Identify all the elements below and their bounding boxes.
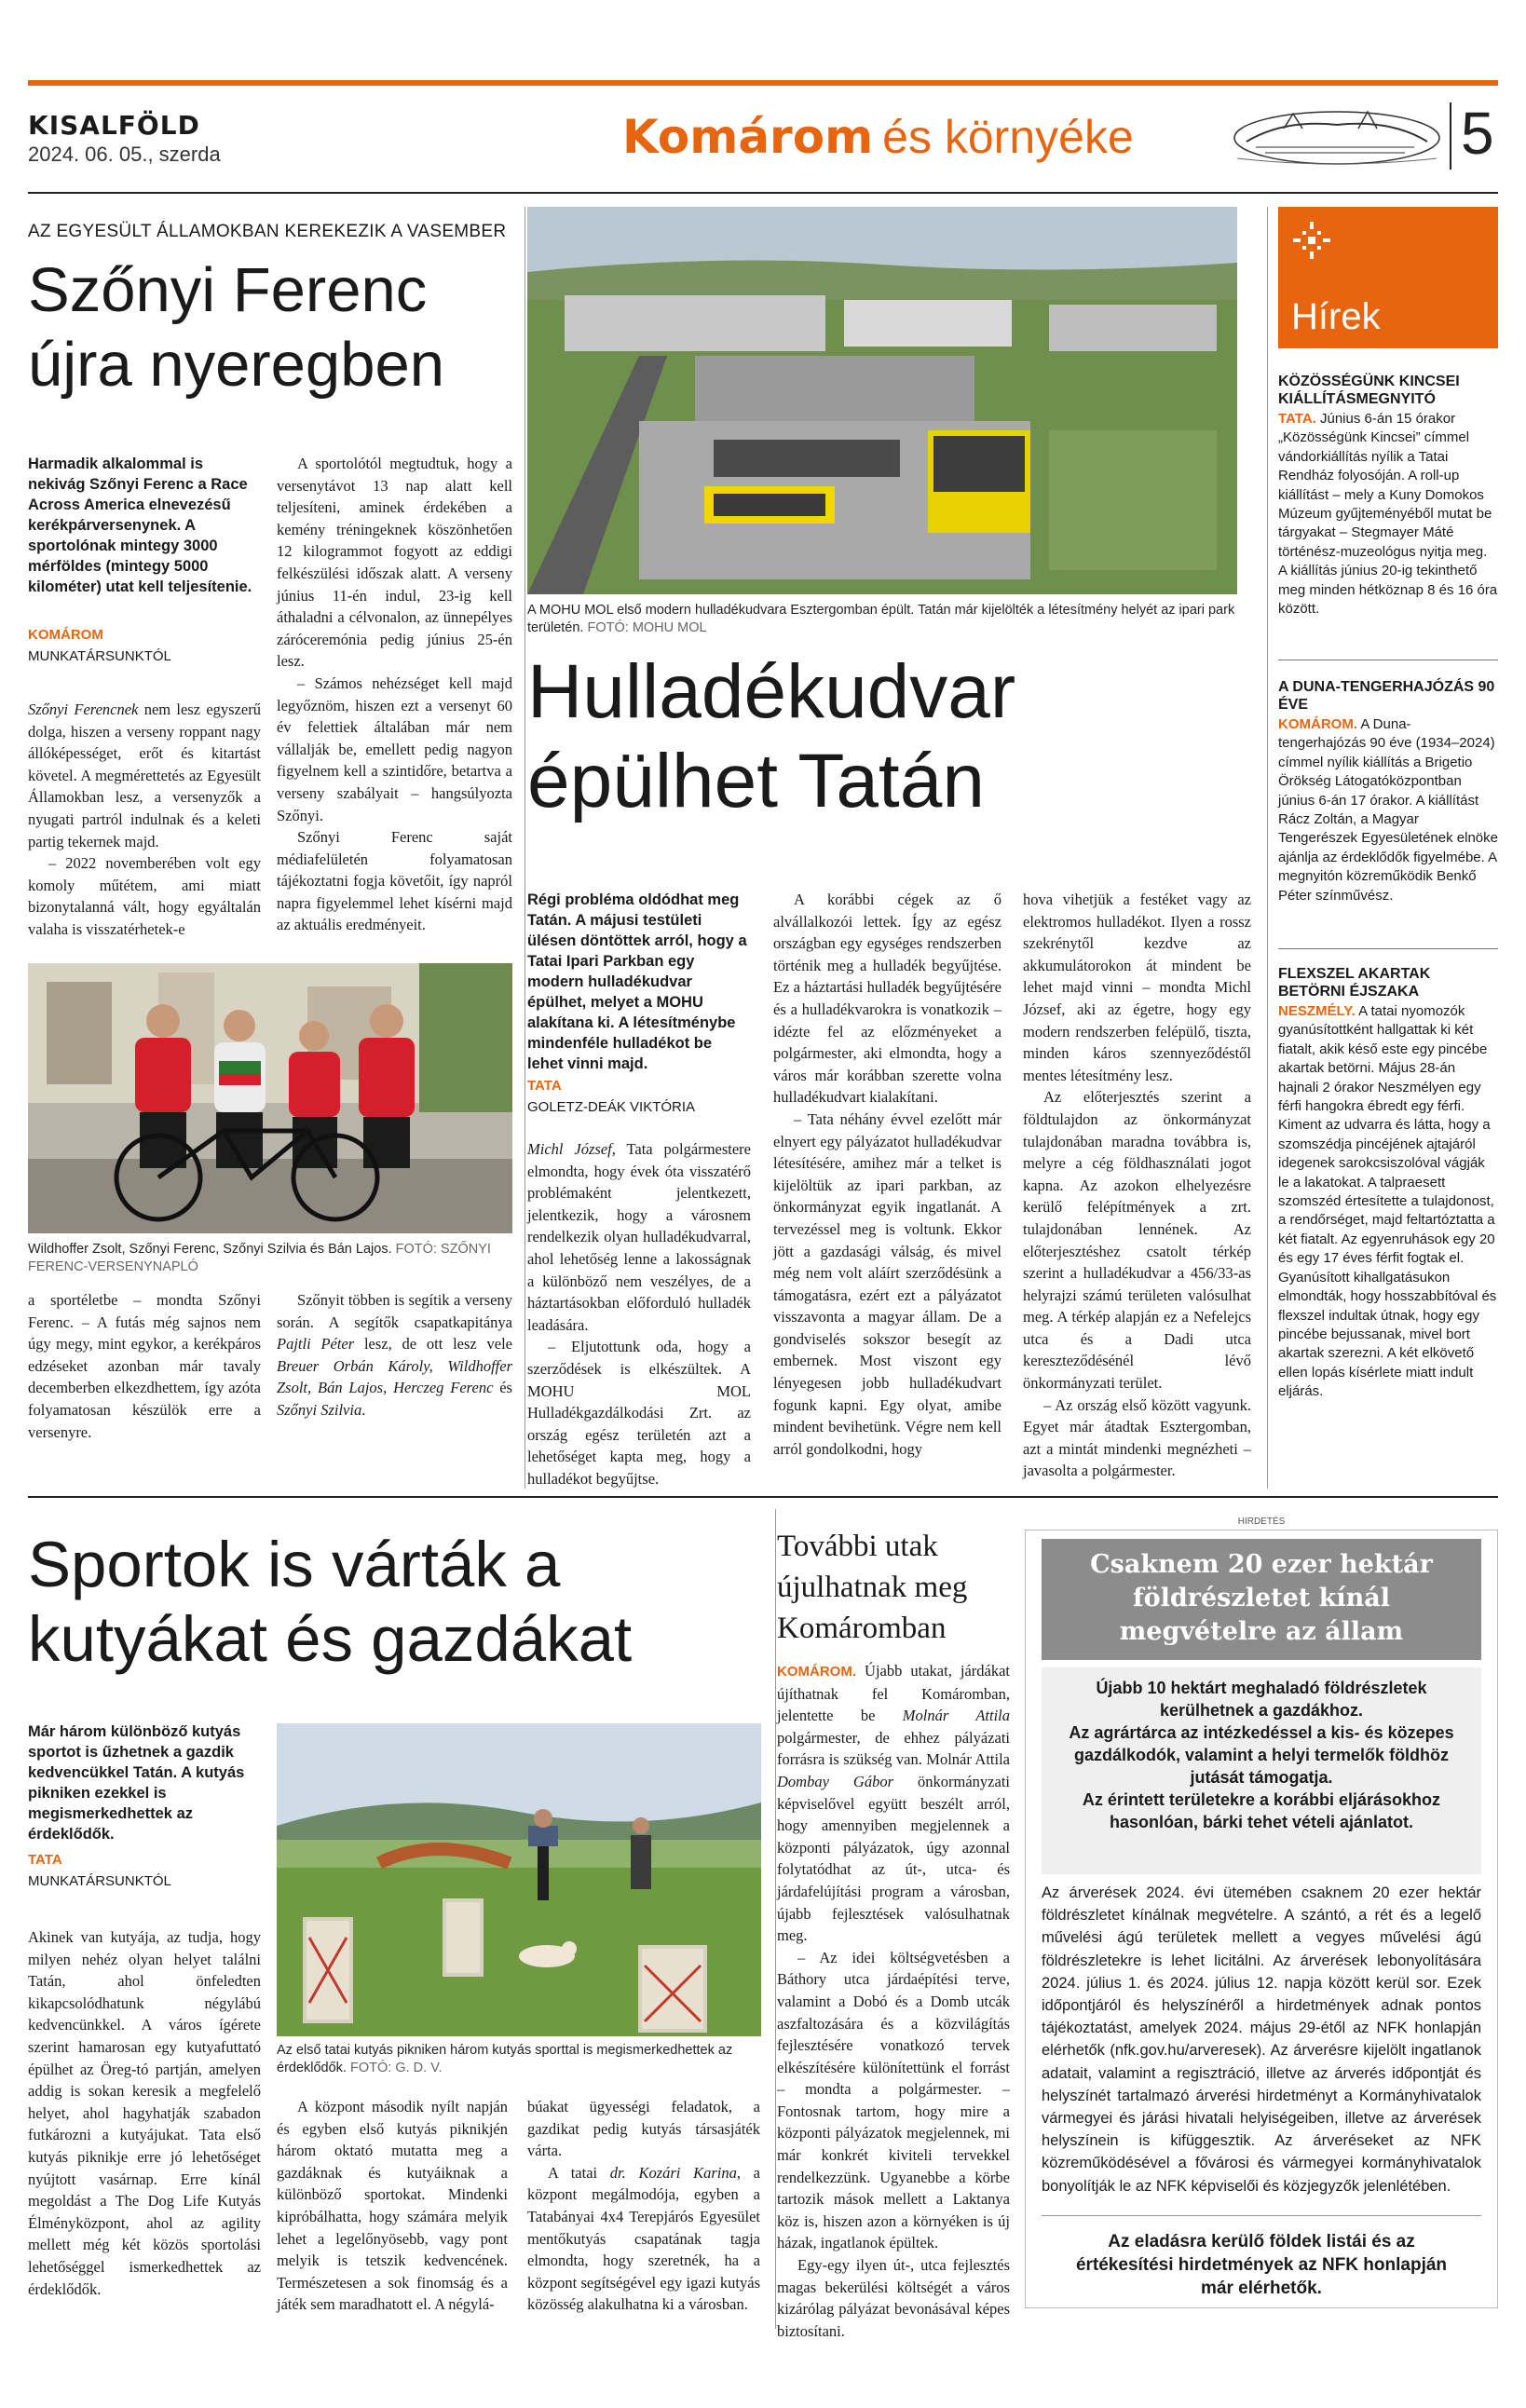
article1-byline — [28, 627, 261, 664]
article1-col1-bottom — [28, 1289, 261, 1443]
article4-paragraph — [777, 1660, 1010, 1947]
paragraph-text: Tata polgármestere elmondta, hogy évek óta visszatérő problémaként jelentkezett, jelentkezik, hogy a városnem rendelkezik olyan hulladékudvarral, ahol lehetőség lenne a lakosságnak a különböző nem veszélyes, de a háztartásokban előforduló hulladék leadására. — [527, 1140, 751, 1334]
masthead-bottom-rule — [28, 192, 1498, 194]
article1-kicker: AZ EGYESÜLT ÁLLAMOKBAN KEREKEZIK A VASEMBER — [28, 222, 507, 241]
news-item-place: NESZMÉLY. — [1278, 1003, 1356, 1019]
caption-text: Az első tatai kutyás pikniken három kutyás sporttal is megismerkedhettek az érdeklődők. — [277, 2043, 733, 2075]
article1-paragraph — [28, 699, 261, 852]
article1-paragraph: A sportolótól megtudtuk, hogy a versenytávot 13 nap alatt kell teljesíteni, aminek érdekében a kemény tréningeknek köszönhetően 12 kilogrammot fogyott az eddigi felkészülési időszak alatt. A verseny június 11-én indul, 23-ig kell áthaladni a célvonalon, az ünnepélyes záróceremónia pedig június 25-én lesz. — [277, 455, 512, 671]
news-item — [1278, 678, 1498, 905]
news-item-body — [1278, 410, 1498, 619]
top-orange-rule — [28, 80, 1498, 86]
article2-photo-caption — [527, 602, 1237, 637]
article1-byline-place: KOMÁROM — [28, 627, 103, 643]
person-name: Breuer Orbán Károly, Wildhoffer Zsolt, Bán Lajos, Herczeg Ferenc — [277, 1356, 512, 1397]
article2-byline-place: TATA — [527, 1078, 562, 1094]
sparkle-icon — [1291, 220, 1332, 261]
article1-col1-top — [28, 699, 261, 941]
article2-col1 — [527, 1138, 751, 1490]
section-title-rest: és környéke — [882, 111, 1134, 163]
ad-label: HIRDETÉS — [1237, 1517, 1286, 1527]
article2-paragraph: hova vihetjük a festéket vagy az elektromos hulladékot. Ilyen a rossz szekrénytől kezdve az akkumulátorokon át mindent be lehet majd vinni – mondta Michl József, aki az égetre, hogy egy modern rendszerben felépülő, tiszta, minden káros szennyeződéstől mentes létesítmény lesz. — [1023, 891, 1251, 1084]
article1-paragraph: Szőnyi Ferenc saját médiafelületén folyamatosan tájékoztatni fogja követőit, így napról napra figyelemmel lehet kísérni majd az aktuális eredményeit. — [277, 828, 512, 934]
article3-paragraph: A központ második nyílt napján és egyben első kutyás piknikjén három oktató mutatta meg a gazdáknak és kutyáiknak a különböző sportokat. Mindenki kipróbálhatta, hogy számára melyik lehet a legelőnyösebb, vagy pont melyik is tetszik kedvencének. Természetesen a sok finomság és a játék sem maradhatott el. A négylá- — [277, 2098, 508, 2314]
paragraph-text: nem lesz egyszerű dolga, hiszen a verseny roppant nagy állóképességet, erőt és kitartást követel. A megmérettetés az Egyesült Államokban lesz, a versenyzők a nyugati partról indulnak és a keleti partig tekernek majd. — [28, 701, 261, 850]
person-name: Szőnyi Ferencnek — [28, 701, 139, 718]
article2-col2 — [773, 889, 1001, 1460]
article4-title: További utak újulhatnak meg Komáromban — [777, 1530, 968, 1645]
ad-box-line: Újabb 10 hektárt meghaladó földrészletek kerülhetnek a gazdákhoz. — [1096, 1679, 1427, 1720]
article3-col2 — [277, 2096, 508, 2316]
article1-byline-author: MUNKATÁRSUNKTÓL — [28, 648, 171, 664]
paragraph-text: , a központ megálmodója, egyben a Tatabányai 4x4 Terepjárós Egyesület mentőkutyás csapatának tagja elmondta, hogy szeretnék, ha a központ segítségével egy igazi kutyás közösség alakulhatna ki a városban. — [527, 2163, 761, 2314]
ad-highlight-box — [1042, 1667, 1481, 1874]
waste-yard-aerial-photo — [527, 207, 1237, 594]
news-item-text: Június 6-án 15 órakor „Közösségünk Kincsei” címmel vándorkiállítás nyílik a Tatai Rendház folyosóján. A roll-up kiállítást – mely a Kuny Domokos Múzeum gyűjteményéből mutat be tárgyakat – Stegmayer Máté történész-muzeológus nyitja meg. A kiállítás június 20-ig tekinthető meg minden hétköznap 8 és 16 óra között. — [1278, 411, 1498, 618]
article2-paragraph — [527, 1138, 751, 1336]
article3-byline-place: TATA — [28, 1852, 62, 1868]
paragraph-text: A tatai — [548, 2163, 610, 2182]
article2-byline-author: GOLETZ-DEÁK VIKTÓRIA — [527, 1099, 696, 1115]
paragraph-text: önkormányzati képviselővel együtt beszélt arról, hogy amennyiben megjelennek a központi pályázatok, úgy azonnal folytatódhat az út-, utca- és járdafelújítási program a városban, újabb fejlesztések valósulhatnak meg. — [777, 1772, 1010, 1945]
paragraph-text: polgármester, de ehhez pályázati forrásra is szükség van. Molnár Attila — [777, 1728, 1010, 1769]
ad-box-line: Az érintett területekre a korábbi eljárásokhoz hasonlóan, bárki tehet vételi ajánlatot. — [1082, 1790, 1441, 1831]
ad-headline: Csaknem 20 ezer hektár földrészletet kínál megvételre az állam — [1090, 1550, 1433, 1646]
article4-paragraph: Egy-egy ilyen út-, utca fejlesztés magas bekerülési költségét a város kizárólag pályázat bevonásával képes biztosítani. — [777, 2256, 1010, 2340]
article1-paragraph: – Számos nehézséget kell majd legyőznöm, hiszen ezt a versenyt 60 év felettiek általában már nem vállalják be, emellett pedig nagyon figyelnem kell a szintidőre, betartva a verseny szabályait – hangsúlyozta Szőnyi. — [277, 673, 512, 824]
issue-date: 2024. 06. 05., szerda — [28, 143, 221, 166]
article4-place: KOMÁROM. — [777, 1664, 856, 1680]
komarom-sketch-icon — [1228, 101, 1446, 171]
paragraph-text: Újabb utakat, járdákat újíthatnak fel Komáromban, jelentette be — [777, 1662, 1010, 1725]
news-item-body — [1278, 1002, 1498, 1402]
paragraph-text: és — [493, 1379, 512, 1397]
article1-paragraph — [277, 1289, 512, 1422]
article3-lead: Már három különböző kutyás sportot is űzhetnek a gazdik kedvencükkel Tatán. A kutyás pikniken ezekkel is megismerkedhettek az érdeklődők. — [28, 1723, 245, 1843]
article4-paragraph: – Az idei költségvetésben a Báthory utca járdaépítési terve, valamint a Dobó és a Domb utcák aszfaltozására és a közvilágítás fejlesztésére vonatkozó tervek elkészítésére különítettünk el forrást – mondta a polgármester. – Fontosnak tartom, hogy mire a központi pályázatok megjelennek, mi már konkrét kiviteli tervekkel rendelkezzünk. Ugyanebbe a körbe tartozik mások mellett a Laktanya köz is, hiszen azon a környéken is új házak, ingatlanok épültek. — [777, 1948, 1010, 2252]
news-sidebar-header — [1278, 207, 1498, 348]
news-item-title: FLEXSZEL AKARTAK BETÖRNI ÉJSZAKA — [1278, 966, 1431, 1000]
masthead-divider — [1450, 102, 1451, 170]
article3-title: Sportok is várták a kutyákat és gazdákat — [28, 1529, 633, 1675]
person-name: Pajtli Péter — [277, 1335, 355, 1354]
column-divider — [775, 1509, 776, 2329]
article1-lead: Harmadik alkalommal is nekivág Szőnyi Ferenc a Race Across America elnevezésű kerékpárversenynek. A sportolónak mintegy 3000 mérföldes (mintegy 5000 kilométer) utat kell teljesítenie. — [28, 456, 252, 595]
article2-paragraph: Az előterjesztés szerint a földtulajdon az önkormányzat tulajdonában maradna továbbra is, melyre a cég földhasználati jogot kapna. Az azokon elhelyezésre kerülő felépítmények a zrt. tulajdonában lennének. Az előterjesztéshez csatolt térkép szerint a hulladékudvar a 456/33-as helyrajzi számú területen valósulhat meg. A térkép alapján ez a Nefelejcs utca és a Dadi utca kereszteződésénél lévő önkormányzati terület. — [1023, 1088, 1251, 1393]
ad-divider — [1042, 2215, 1481, 2216]
person-name: dr. Kozári Karina — [609, 2163, 737, 2182]
ad-footer: Az eladásra kerülő földek listái és az értékesítési hirdetmények az NFK honlapján már elérhetők. — [1075, 2232, 1448, 2298]
section-rule — [28, 1496, 1498, 1498]
article3-paragraph: búakat ügyességi feladatok, a gazdikat pedig kutyás társasjáték várta. — [527, 2098, 760, 2160]
article2-paragraph: A korábbi cégek az ő alvállalkozói lettek. Így az egész országban egy egységes rendszerben történik meg a hulladék begyűjtése. Ez a háztartási hulladék begyűjtésére és a hulladékvarokra is vonatkozik – idézte fel az előzményeket a polgármester, aki elmondta, hogy a város már korábban szerette volna hulladékudvart kialakítani. — [773, 891, 1001, 1107]
caption-text: A MOHU MOL első modern hulladékudvara Esztergomban épült. Tatán már kijelölték a létesítmény helyét az ipari park területén. — [527, 603, 1235, 635]
article1-photo-caption — [28, 1241, 512, 1276]
ad-body: Az árverések 2024. évi ütemében csaknem 20 ezer hektár földrészletet kínálnak megvételre. A szántó, a rét és a legelő művelési ágú területek mellett a vegyes művelési ágú földrészletekre is lehet licitálni. Az árverések lebonyolítására 2024. július 1. és 2024. július 12. napja között kerül sor. Ezek időpontjáról és helyszínéről a hirdetmények adnak pontos tájékoztatást, amelyek 2024. május 29-étől az NFK honlapján elérhetők (nfk.gov.hu/arveresek). Az árverésre kijelölt ingatlanok adatait, valamint a regisztráció, illetve az árverés időpontját és helyszínét tartalmazó árverési hirdetményt a Kormányhivatalok vármegyei és járási hivatali helyiségeiben, illetve az árverések helyszínein is kifüggesztik. Az árveréseket az NFK közreműködésével a fővárosi és vármegyei kormányhivatalok bonyolítják le az NFK képviselői és közjegyzők jelenlétében. — [1042, 1884, 1481, 2195]
article4-body — [777, 1660, 1010, 2342]
article1-title: Szőnyi Ferenc újra nyeregben — [28, 255, 444, 400]
article3-byline-author: MUNKATÁRSUNKTÓL — [28, 1873, 171, 1889]
article2-byline — [527, 1078, 751, 1115]
news-item-title: KÖZÖSSÉGÜNK KINCSEI KIÁLLÍTÁSMEGNYITÓ — [1278, 374, 1460, 407]
article3-col1 — [28, 1926, 261, 2300]
article2-paragraph: – Tata néhány évvel ezelőtt már elnyert egy pályázatot hulladékudvar létesítésére, amihez már a telket is kijelöltük az ipari parkban, az önkormányzat egyik ingatlanát. A tervezéssel meg is voltunk. Ekkor jött a gazdasági válság, és mivel még nem volt aláírt szerződésünk a támogatásra, ezért ezt a pályázatot visszavonta a magyar állam. De a gondviselés sokszor besegít az embernek. Most viszont egy lényegesen jobb hulladékudvart fogunk kapni. Egy olyat, amibe mindent bevihetünk. Végre nem kell arról gondolkodni, hogy — [773, 1109, 1001, 1458]
article2-paragraph: – Eljutottunk oda, hogy a szerződések is elkészültek. A MOHU MOL Hulladékgazdálkodási Zrt. az ország egész területén azt a lehetőséget kapta meg, hogy a hulladékot begyűjtse. — [527, 1338, 751, 1488]
news-item — [1278, 965, 1498, 1402]
news-item-text: A tatai nyomozók gyanúsítottként hallgattak ki két fiatalt, akik késő este egy pincébe akartak betörni. Május 28-án hajnali 2 órakor Neszmélyen egy férfi hangokra ébredt egy férfi. Kiment az udvarra és látta, hogy a szomszédja pincéjének ajtajáról idegenek sarokcsiszolóval vágják le a lakatokat. A talpraesett szomszéd értesítette a tulajdonost, a rendőrséget, majd feltartóztatta a két fiatalt. Az egyenruhások egy 20 és egy 17 éves férfit fogtak el. Gyanúsított kihallgatásukon elmondták, hogy hosszabbítóval és flexszel indultak útnak, hogy egy pincébe bejussanak, mivel bort akartak szerezni. A két elkövető ellen lopás kísérlete miatt indult eljárás. — [1278, 1003, 1497, 1400]
section-title — [622, 110, 1134, 175]
article2-col3 — [1023, 889, 1251, 1482]
news-item-title: A DUNA-TENGERHAJÓZÁS 90 ÉVE — [1278, 679, 1495, 713]
article3-paragraph: Akinek van kutyája, az tudja, hogy milyen nehéz olyan helyet találni Tatán, ahol önfeledten kikapcsolódhatunk négylábú kedvencünkkel. A város ígérete szerint hamarosan egy kutyafuttató épülhet az Öreg-tó partján, amelyen addig is sokan keresik a megfelelő helyet, ahol hagyhatják szabadon futkározni a kutyájukat. Tata első kutyás piknikje erre jó lehetőséget nyújtott vasárnap. Erre kínál megoldást a The Dog Life Kutyás Élményközpont, ahol az agility mellett még két közös sportolási lehetőséggel ismerkedhettek az érdeklődők. — [28, 1928, 261, 2298]
ad-headline-band — [1042, 1539, 1481, 1660]
paragraph-text: . — [361, 1400, 366, 1419]
article1-col2-top — [277, 453, 512, 936]
cyclists-photo — [28, 963, 512, 1233]
person-name: Michl József, — [527, 1140, 616, 1158]
caption-text: Wildhoffer Zsolt, Szőnyi Ferenc, Szőnyi Szilvia és Bán Lajos. — [28, 1242, 392, 1257]
column-divider — [1267, 207, 1268, 1489]
paper-name: KISALFÖLD — [28, 110, 200, 141]
photo-credit: FOTÓ: MOHU MOL — [587, 620, 707, 635]
article3-col3 — [527, 2096, 760, 2316]
article3-photo-caption — [277, 2042, 761, 2077]
article2-lead: Régi probléma oldódhat meg Tatán. A májusi testületi ülésen döntöttek arról, hogy a Tatai Ipari Parkban egy modern hulladékudvar épülhet, melyet a MOHU alakítana ki. A létesítménybe mindenféle hulladékot be lehet vinni majd. — [527, 891, 747, 1072]
article2-title: Hulladékudvar épülhet Tatán — [527, 649, 1016, 823]
news-item-place: KOMÁROM. — [1278, 716, 1357, 732]
news-divider — [1278, 948, 1498, 949]
news-item — [1278, 373, 1498, 619]
article3-paragraph — [527, 2162, 760, 2316]
news-item-body — [1278, 715, 1498, 905]
section-title-bold: Komárom — [622, 110, 874, 164]
article1-col2-bottom — [277, 1289, 512, 1422]
news-item-place: TATA. — [1278, 411, 1316, 427]
photo-credit: FOTÓ: SZŐNYI FERENC-VERSENYNAPLÓ — [28, 1242, 491, 1274]
news-item-text: A Duna-tengerhajózás 90 éve (1934–2024) címmel nyílik kiállítás a Brigetio Örökség Látogatóközpontban június 6-án 17 órakor. A kiállítást Rácz Zoltán, a Magyar Tengerészek Egyesületének elnöke ajánlja az érdeklődők figyelmébe. A megnyitón közreműködik Benkő Péter színművész. — [1278, 716, 1498, 904]
ad-box-line: Az agrártárca az intézkedéssel a kis- és közepes gazdálkodók, valamint a helyi termelők földhöz jutását támogatja. — [1069, 1723, 1454, 1787]
news-sidebar-title: Hírek — [1291, 296, 1381, 337]
person-name: Szőnyi Szilvia — [277, 1400, 362, 1419]
person-name: Molnár Attila — [902, 1707, 1010, 1725]
page-number: 5 — [1461, 100, 1494, 167]
article2-paragraph: – Az ország első között vagyunk. Egyet már átadtak Esztergomban, azt a mintát mindenki megnézheti – javasolta a polgármester. — [1023, 1395, 1251, 1480]
photo-credit: FOTÓ: G. D. V. — [350, 2061, 443, 2075]
paragraph-text: Szőnyit többen is segítik a verseny során. A segítők csapatkapitánya — [277, 1291, 512, 1331]
paragraph-text: lesz, de ott lesz vele — [354, 1335, 512, 1354]
article3-byline — [28, 1852, 261, 1889]
article1-paragraph: a sportéletbe – mondta Szőnyi Ferenc. – A futás még sajnos nem úgy megy, mint egykor, a kerékpáros edzéseket azonban már tavaly decemberben elkezdhettem, így azóta folyamatosan készülök erre a versenyre. — [28, 1291, 261, 1441]
person-name: Dombay Gábor — [777, 1772, 894, 1790]
article1-paragraph: – 2022 novemberében volt egy komoly műtétem, ami miatt bizonytalanná vált, hogy egyáltalán valaha is visszatérhetek-e — [28, 854, 261, 938]
dog-agility-photo — [277, 1723, 761, 2036]
